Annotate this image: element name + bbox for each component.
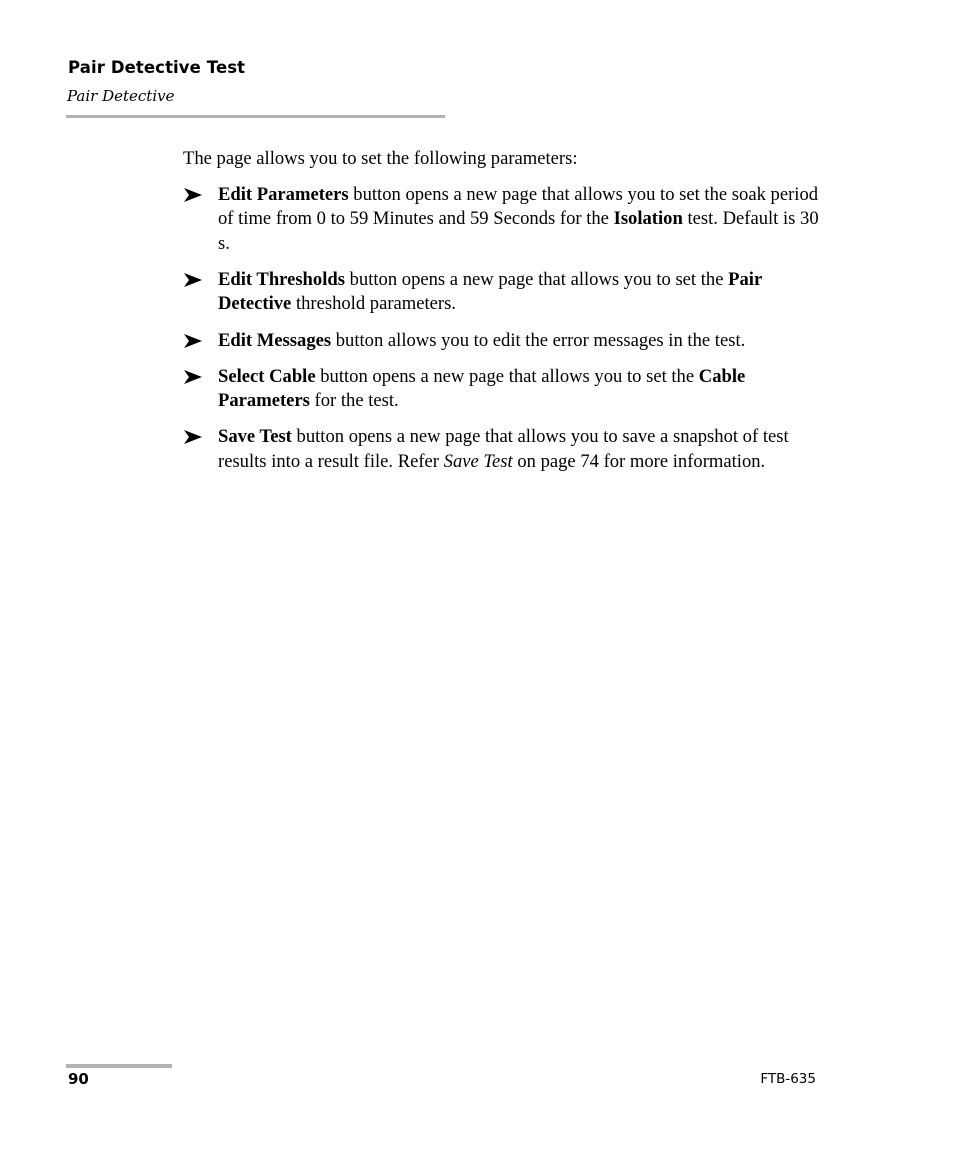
- arrowhead-bullet-icon: [184, 334, 202, 348]
- bold-term: Edit Thresholds: [218, 268, 345, 290]
- arrowhead-bullet-icon: [184, 188, 202, 202]
- list-item: [183, 268, 828, 317]
- list-item: [183, 425, 828, 474]
- bullet-text: [218, 426, 789, 472]
- text-run: threshold parameters.: [291, 293, 456, 315]
- text-run: for the test.: [309, 390, 399, 412]
- arrowhead-bullet-icon: [184, 370, 202, 384]
- italic-term: Save Test: [443, 450, 513, 472]
- text-run: button opens a new page that allows you to set the soak period of time from 0 to 59 Minutes and 59 Seconds for the: [218, 183, 819, 230]
- bullet-text: [218, 184, 819, 254]
- product-name: FTB-635: [760, 1071, 816, 1087]
- list-item: [183, 183, 828, 257]
- bold-term: Cable Parameters: [218, 365, 746, 412]
- bullet-text: [218, 330, 745, 351]
- bold-term: Select Cable: [218, 365, 316, 387]
- text-run: button allows you to edit the error messages in the test.: [331, 329, 746, 351]
- running-header-title: Pair Detective Test: [68, 58, 246, 77]
- bold-term: Edit Parameters: [218, 183, 349, 205]
- header-divider: [66, 115, 445, 118]
- text-run: button opens a new page that allows you to set the: [315, 365, 699, 387]
- text-run: button opens a new page that allows you to set the: [344, 268, 729, 290]
- list-item: [183, 365, 828, 414]
- body-content: [183, 147, 828, 486]
- parameter-bullet-list: [183, 183, 828, 475]
- text-run: on page 74 for more information.: [512, 450, 766, 472]
- bold-term: Pair Detective: [218, 268, 762, 315]
- bold-term: Edit Messages: [218, 329, 332, 351]
- bullet-text: [218, 269, 762, 315]
- page-number: 90: [68, 1070, 89, 1088]
- bold-term: Save Test: [218, 426, 292, 448]
- running-header-subtitle: Pair Detective: [67, 87, 175, 105]
- text-run: test. Default is 30 s.: [218, 208, 819, 254]
- arrowhead-bullet-icon: [184, 430, 202, 444]
- text-run: button opens a new page that allows you to save a snapshot of test results into a result file. Refer: [218, 426, 789, 472]
- bullet-text: [218, 366, 745, 412]
- list-item: [183, 329, 828, 354]
- intro-paragraph: The page allows you to set the following parameters:: [183, 148, 578, 169]
- arrowhead-bullet-icon: [184, 273, 202, 287]
- footer-divider: [66, 1064, 172, 1068]
- bold-term: Isolation: [613, 208, 683, 230]
